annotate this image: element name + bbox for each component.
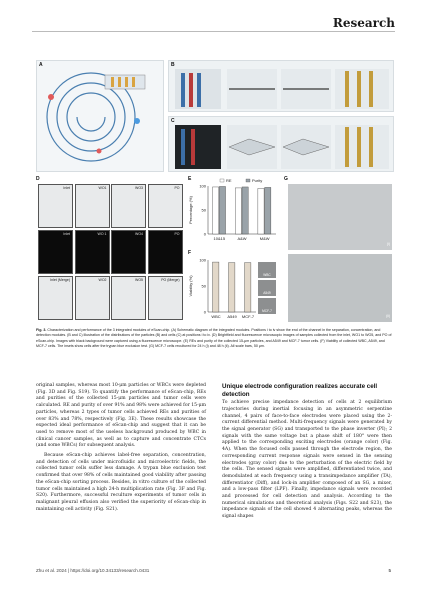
cell-distribution-images xyxy=(169,117,395,173)
bar xyxy=(229,263,235,312)
re-purity-bar-chart xyxy=(188,176,280,246)
y-tick-label: 100 xyxy=(199,183,206,189)
footer-citation[interactable]: Zhu et al. 2024 | https://doi.org/10.34133/research.0431 xyxy=(36,568,150,573)
inset-label: A549 xyxy=(263,291,271,295)
microscopy-tile xyxy=(148,184,183,228)
panel-label-c: C xyxy=(171,118,175,124)
particle-distribution-images xyxy=(169,61,395,113)
x-tick-label: A&W xyxy=(237,236,247,241)
y-tick-label: 50 xyxy=(201,207,206,213)
microscopy-tile xyxy=(148,276,183,320)
y-axis-label: Viability (%) xyxy=(188,275,193,297)
microscopy-tile-label: WO3 xyxy=(135,186,143,190)
microscopy-tile-label: Inlet (Merge) xyxy=(50,278,70,282)
inset-label: MCF-7 xyxy=(262,309,272,313)
chip-schematic-diagram xyxy=(37,61,165,173)
caption-lead: Fig. 3. xyxy=(36,328,47,332)
microscopy-tile-label: PO xyxy=(174,232,180,236)
panel-g-reculture-images xyxy=(284,176,394,324)
bar xyxy=(258,188,264,234)
bar xyxy=(245,263,251,312)
page-number: 5 xyxy=(388,568,391,573)
panel-a-schematic xyxy=(36,60,164,172)
y-tick-label: 0 xyxy=(203,309,206,315)
microscopy-tile-label: WO1 xyxy=(98,186,107,190)
panel-b-particle-distribution xyxy=(168,60,394,112)
microscopy-tile xyxy=(75,276,110,320)
bar xyxy=(265,187,271,234)
header-rule xyxy=(32,31,395,32)
microscopy-tile-label: WO4 xyxy=(135,232,143,236)
figure-3 xyxy=(36,60,394,324)
panel-label-d: D xyxy=(36,176,40,182)
panel-label-b: B xyxy=(171,62,175,68)
panel-label-e: E xyxy=(188,176,192,182)
y-tick-label: 100 xyxy=(199,257,206,263)
x-tick-label: 10&15 xyxy=(213,236,226,241)
x-tick-label: WBC xyxy=(211,314,221,319)
microscopy-tile-label: WO 1 xyxy=(97,232,107,236)
bar xyxy=(213,187,219,234)
inset-label: WBC xyxy=(263,273,271,277)
microscopy-tile-label: WO2 xyxy=(98,278,107,282)
caption-text: Characterization and performance of the 3 integrated modules of eScan-chip. (A) Schematic diagram of the integrated modules. Positions i to iv show the end of the channel in the separation, concentration, and detection modules. (B and C) Illustration of the distributions of the particles (B) and cells (C) at positions i to iv. (D) Brightfield and fluorescence microscopic images of samples collected from the inlet, WO1 to WO5, and PO of eScan-chip. Images with black background were captured using a fluorescence microscope. (E) REs and purity of the collected 15-μm particles, and A549 and MCF-7 tumor cells. (F) Viability of collected WBC, A549, and MCF-7 cells. The insets show cells after the trypan blue exclusion test. (G) MCF-7 cells recultured for 24 h (i) and 48 h (ii). All scale bars, 50 μm. xyxy=(36,328,392,349)
right-paragraph-1: To achieve precise impedance detection of cells at 2 equilibrium trajectories during inertial focusing in an asymmetric serpentine channel, 4 pairs of face-to-face electrodes were placed using the 2-current differential method. Multi-frequency signals were generated by the signal generator (SG) and transported to the phase inverter (PI); 2 signals with the same voltage but a phase shift of 180° were then applied to the corresponding exciting electrodes (orange color) (Fig. 4A). When the focused cells passed through the electrode region, the corresponding current response signals were sensed in the sensing electrodes (gray color) due to the perturbation of the electric field by the cells. The sensed signals were amplified, differentiated twice, and demodulated at each frequency using a transimpedance amplifier (TA), differentiator (Diff), and lock-in amplifier composed of an SG, a mixer, and a low-pass filter (LPF). Finally, impedance signals were recorded and processed for cell detection and analysis. According to the numerical simulations and theoretical analysis (Figs. S22 and S23), the impedance signals of the cell showed 4 alternating peaks, whereas the signal shapes xyxy=(222,400,392,520)
microscopy-tile-label: Inlet xyxy=(63,186,70,190)
microscopy-tile xyxy=(38,276,73,320)
panel-label-f: F xyxy=(188,250,192,256)
sublabel-g-ii: (ii) xyxy=(386,314,390,318)
microscopy-tile xyxy=(38,230,73,274)
microscopy-tile xyxy=(148,230,183,274)
reculture-image-24h xyxy=(288,184,392,250)
y-tick-label: 0 xyxy=(203,231,206,237)
left-column xyxy=(36,383,206,513)
legend-swatch xyxy=(220,179,224,182)
figure-caption xyxy=(36,328,392,350)
legend-label: RE xyxy=(226,177,232,183)
page-footer xyxy=(36,568,391,573)
legend-label: Purity xyxy=(252,177,263,183)
panel-c-cell-distribution xyxy=(168,116,394,172)
bar xyxy=(213,262,219,312)
bar xyxy=(219,186,225,234)
journal-name: Research xyxy=(332,16,395,30)
y-tick-label: 50 xyxy=(201,283,206,289)
y-axis-label: Percentage (%) xyxy=(188,196,193,224)
left-paragraph-2: Because eScan-chip achieves label-free separation, concentration, and detection of cells under microfluidic and microelectric fields, the collected tumor cells suffer less damage. A trypan blue exclusion test confirmed that over 98% of cells maintained good viability after passing the eScan-chip sorting process. Besides, in vitro culture of the collected tumor cells maintained a high 24-h multiplication rate (Fig. 3F and Fig. S20). Furthermore, successful reculture experiments of tumor cells in malignant pleural effusion also verified the superiority of eScan-chip in maintaining cell activity (Fig. S21). xyxy=(36,453,206,512)
microscopy-tile-label: WO5 xyxy=(135,278,143,282)
panel-label-a: A xyxy=(39,62,43,68)
microscopy-tile-label: Inlet xyxy=(63,232,70,236)
sublabel-g-i: (i) xyxy=(386,242,390,246)
legend-swatch xyxy=(246,179,250,182)
panel-f-chart xyxy=(188,250,280,324)
x-tick-label: MCF-7 xyxy=(241,314,255,319)
x-tick-label: M&W xyxy=(259,236,270,241)
section-heading: Unique electrode configuration realizes accurate cell detection xyxy=(222,383,378,398)
viability-bar-chart xyxy=(188,250,280,324)
reculture-image-48h xyxy=(288,254,392,322)
microscopy-tile-label: PO xyxy=(174,186,180,190)
bar xyxy=(235,188,241,234)
microscopy-tile xyxy=(75,184,110,228)
panel-label-g: G xyxy=(284,176,288,182)
left-paragraph-1: original samples, whereas most 10-μm particles or WBCs were depleted (Fig. 3D and Fig. S19). To quantify the performance of eScan-chip, REs and purities of the collected 15-μm particles and tumor cells were calculated. RE and purity of over 91% and 98% were achieved for 15-μm particles, whereas 2 types of tumor cells achieved REs and purities of over 83% and 78%, respectively (Fig. 3E). These results showcase the expected ideal performance of eScan-chip and suggest that it can be used to remove most of the useless background produced by WBC in clinical cancer samples, as well as to capture and concentrate CTCs (and some WBCs) for subsequent analysis. xyxy=(36,383,206,449)
microscopy-tile xyxy=(111,230,146,274)
microscopy-tile-label: PO (Merge) xyxy=(161,278,180,282)
bar xyxy=(242,187,248,234)
microscopy-tile xyxy=(111,184,146,228)
microscopy-tile xyxy=(75,230,110,274)
right-column xyxy=(222,383,392,521)
microscopy-tile xyxy=(111,276,146,320)
panel-d-microscopy-grid xyxy=(36,176,184,324)
x-tick-label: A549 xyxy=(227,314,237,319)
panel-e-chart xyxy=(188,176,280,246)
microscopy-tile xyxy=(38,184,73,228)
